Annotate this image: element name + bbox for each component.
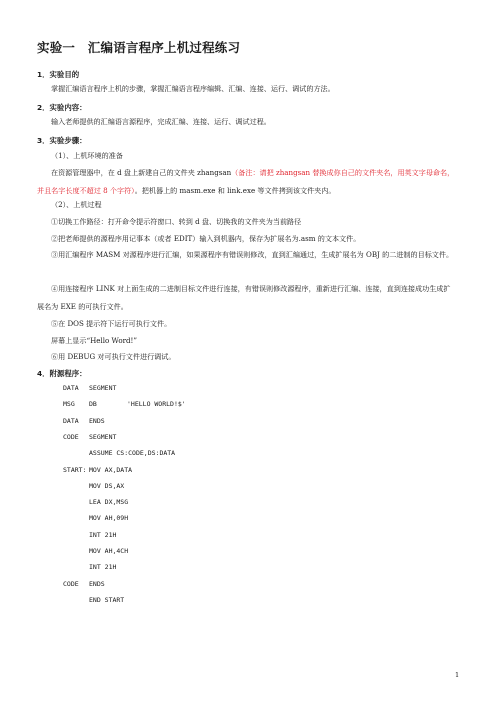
- subsection-process: （2）、上机过程: [51, 200, 102, 209]
- code-label: CODE: [63, 432, 79, 441]
- step-5: ⑤在 DOS 提示符下运行可执行文件。: [51, 319, 172, 328]
- subsection-environment: （1）、上机环境的准备: [51, 151, 123, 160]
- code-label: START:: [63, 465, 87, 474]
- code-instruction: SEGMENT: [89, 432, 117, 441]
- code-label: CODE: [63, 579, 79, 588]
- code-instruction: ENDS: [89, 579, 105, 588]
- code-instruction: MOV AH,4CH: [89, 547, 129, 555]
- section-1-heading: 1．实验目的: [37, 70, 80, 79]
- code-instruction: ENDS: [89, 416, 105, 425]
- code-instruction: MOV AX,DATA: [89, 465, 133, 474]
- section-2-heading: 2．实验内容：: [37, 103, 87, 112]
- section-4-heading: 4．附源程序：: [37, 369, 87, 378]
- code-instruction: LEA DX,MSG: [89, 498, 129, 507]
- code-instruction: DB: [89, 400, 97, 409]
- code-instruction: SEGMENT: [89, 384, 117, 392]
- section-1-text: 掌握汇编语言程序上机的步骤，掌握汇编语言程序编辑、汇编、连接、运行、调试的方法。: [51, 84, 335, 93]
- environment-note: （备注：请把 zhangsan 替换成你自己的文件夹名，用英文字母命名，并且名字长度不超过 8 个字符）: [37, 168, 455, 195]
- code-instruction: END START: [89, 595, 125, 604]
- environment-paragraph: [37, 164, 455, 200]
- environment-text-b: 。把机器上的 masm.exe 和 link.exe 等文件拷到该文件夹内。: [134, 186, 336, 195]
- step-3: ③用汇编程序 MASM 对源程序进行汇编，如果源程序有错误则修改，直到汇编通过，生成扩展名为 OBJ 的二进制的目标文件。: [51, 250, 454, 259]
- step-6: ⑥用 DEBUG 对可执行文件进行调试。: [51, 352, 176, 361]
- code-instruction: ASSUME CS:CODE,DS:DATA: [89, 449, 176, 458]
- code-argument: 'HELLO WORLD!$': [127, 400, 186, 409]
- code-label: DATA: [63, 416, 79, 425]
- code-label: DATA: [63, 384, 79, 392]
- page-number: 1: [455, 671, 460, 679]
- code-instruction: MOV AH,09H: [89, 514, 129, 523]
- section-2-text: 输入老师提供的汇编语言源程序，完成汇编、连接、运行、调试过程。: [51, 117, 271, 126]
- code-instruction: INT 21H: [89, 530, 117, 539]
- step-4: ④用连接程序 LINK 对上面生成的二进制目标文件进行连接，有错误则修改源程序，重新进行汇编、连接，直到连接成功生成扩展名为 EXE 的可执行文件。: [37, 284, 451, 311]
- step-2: ②把老师提供的源程序用记事本（或者 EDIT）输入到机器内，保存为扩展名为.asm 的文本文件。: [51, 234, 361, 243]
- section-3-heading: 3．实验步骤：: [37, 136, 87, 145]
- code-instruction: MOV DS,AX: [89, 481, 125, 490]
- environment-text-a: 在资源管理器中，在 d 盘上新建自己的文件夹 zhangsan: [51, 168, 232, 177]
- code-instruction: INT 21H: [89, 563, 117, 572]
- step-1: ①切换工作路径：打开命令提示符窗口、转到 d 盘、切换我的文件夹为当前路径: [51, 217, 302, 226]
- page-title: 实验一 汇编语言程序上机过程练习: [37, 40, 241, 55]
- step-5-output: 屏幕上显示“Hello Word!”: [51, 336, 138, 345]
- code-label: MSG: [63, 400, 75, 409]
